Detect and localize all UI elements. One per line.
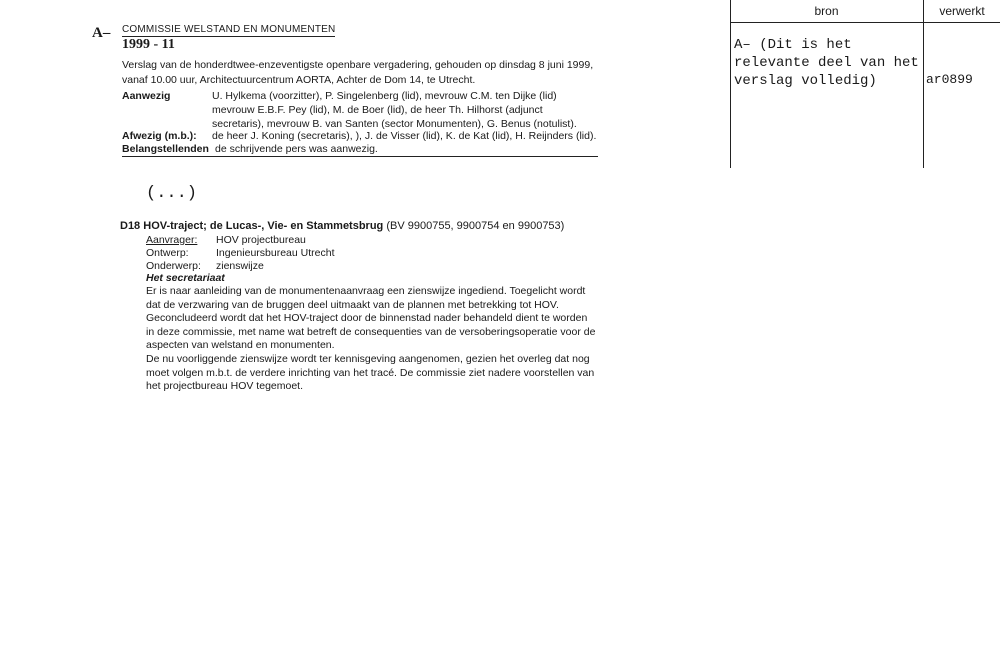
divider [122,156,598,157]
paragraph: De nu voorliggende zienswijze wordt ter kennisgeving aangenomen, gezien het overleg dat nog moet volgen m.b.t. de verdere inrichting van het tracé. De commissie ziet nadere voorstellen van het projectbureau HOV tegemoet. [146,352,595,393]
document-stamp: A– [92,25,111,41]
meeting-intro: Verslag van de honderdtwee-enzeventigste openbare vergadering, gehouden op dinsdag 8 juni 1999, vanaf 10.00 uur, Architectuurcentrum AORTA, Achter de Dom 14, te Utrecht. [122,59,594,86]
item-code: D18 [120,220,141,232]
subject-value: zienswijze [216,260,264,272]
item-title: HOV-traject; de Lucas-, Vie- en Stammetsbrug [143,220,384,232]
present-label: Aanwezig [122,90,171,102]
applicant-label: Aanvrager: [146,234,198,246]
interested-value: de schrijvende pers was aanwezig. [215,143,378,155]
register-header-source: bron [814,4,839,18]
design-label: Ontwerp: [146,247,189,259]
omission-marker: (...) [146,184,198,203]
applicant-value: HOV projectbureau [216,234,306,246]
secretariat-heading: Het secretariaat [146,272,225,284]
design-row [146,247,335,260]
register-border-left [730,0,731,168]
paragraph: Er is naar aanleiding van de monumentenaanvraag een zienswijze ingediend. Toegelicht wordt dat de verzwaring van de bruggen deel uitmaakt van de plannen met betrekking tot HOV. [146,285,586,311]
register-code: ar0899 [926,72,973,87]
absent-value: de heer J. Koning (secretaris), ), J. de Visser (lid), K. de Kat (lid), H. Reijnders (lid). [212,130,597,142]
absent-label: Afwezig (m.b.): [122,130,197,142]
interested-label: Belangstellenden [122,143,209,155]
register-header-processed: verwerkt [939,4,985,18]
paragraph: Geconcludeerd wordt dat het HOV-traject door de binnenstad nader behandeld dient te worden in deze commissie, met name wat betreft de consequenties van de versoberingsoperatie voor de aspecten van welstand en monumenten. [146,312,596,352]
register-note: A– (Dit is het relevante deel van het verslag volledig) [734,37,919,89]
agenda-item-heading [120,220,564,232]
organization-name: COMMISSIE WELSTAND EN MONUMENTEN [122,24,336,35]
session-number: 1999 - 11 [122,37,175,52]
present-value: U. Hylkema (voorzitter), P. Singelenberg (lid), mevrouw C.M. ten Dijke (lid) mevrouw E.B.F. Pey (lid), M. de Boer (lid), de heer Th. Hilhorst (adjunct secretaris), mevrouw B. van Santen (sector Monumenten), G. Benus (notulist). [212,90,577,130]
item-reference: (BV 9900755, 9900754 en 9900753) [386,220,565,232]
item-body [146,285,596,394]
subject-label: Onderwerp: [146,260,201,272]
applicant-row [146,234,306,247]
design-value: Ingenieursbureau Utrecht [216,247,335,259]
register-header-rule [730,22,1000,23]
